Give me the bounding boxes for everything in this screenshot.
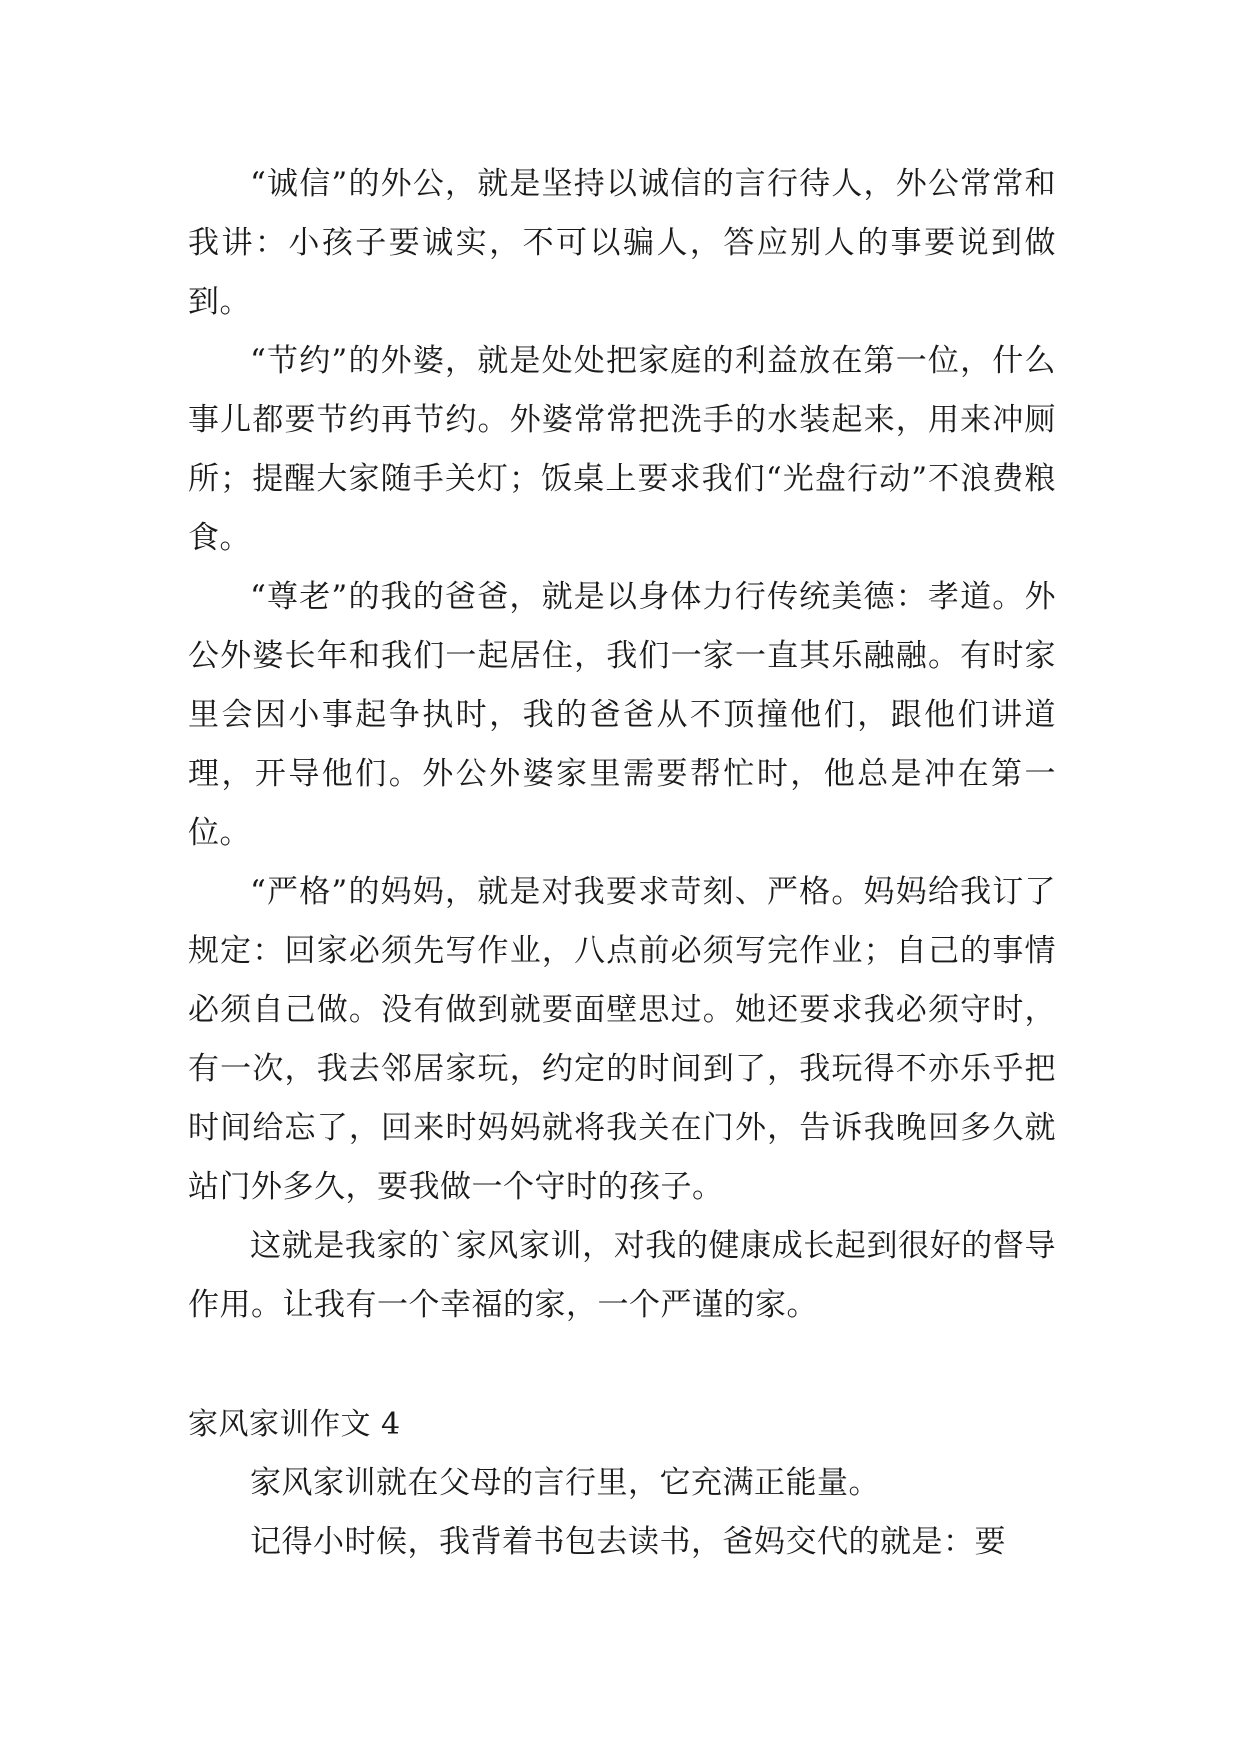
paragraph-mother: “严格”的妈妈，就是对我要求苛刻、严格。妈妈给我订了规定：回家必须先写作业，八点前必须写完作业；自己的事情必须自己做。没有做到就要面壁思过。她还要求我必须守时，有一次，我去邻居家玩，约定的时间到了，我玩得不亦乐乎把时间给忘了，回来时妈妈就将我关在门外，告诉我晚回多久就站门外多久，要我做一个守时的孩子。 (188, 874, 1056, 1205)
paragraph-grandfather: “诚信”的外公，就是坚持以诚信的言行待人，外公常常和我讲：小孩子要诚实，不可以骗人，答应别人的事要说到做到。 (188, 166, 1056, 320)
document-body (188, 155, 1056, 1572)
paragraph-conclusion: 这就是我家的`家风家训，对我的健康成长起到很好的督导作用。让我有一个幸福的家，一个严谨的家。 (188, 1228, 1056, 1323)
paragraph-intro: 家风家训就在父母的言行里，它充满正能量。 (250, 1465, 880, 1501)
paragraph-father: “尊老”的我的爸爸，就是以身体力行传统美德：孝道。外公外婆长年和我们一起居住，我们一家一直其乐融融。有时家里会因小事起争执时，我的爸爸从不顶撞他们，跟他们讲道理，开导他们。外公外婆家里需要帮忙时，他总是冲在第一位。 (188, 579, 1056, 851)
paragraph-memory: 记得小时候，我背着书包去读书，爸妈交代的就是：要 (250, 1524, 1006, 1560)
section-heading: 家风家训作文 4 (188, 1407, 401, 1442)
paragraph-grandmother: “节约”的外婆，就是处处把家庭的利益放在第一位，什么事儿都要节约再节约。外婆常常把洗手的水装起来，用来冲厕所；提醒大家随手关灯；饭桌上要求我们“光盘行动”不浪费粮食。 (188, 343, 1056, 556)
